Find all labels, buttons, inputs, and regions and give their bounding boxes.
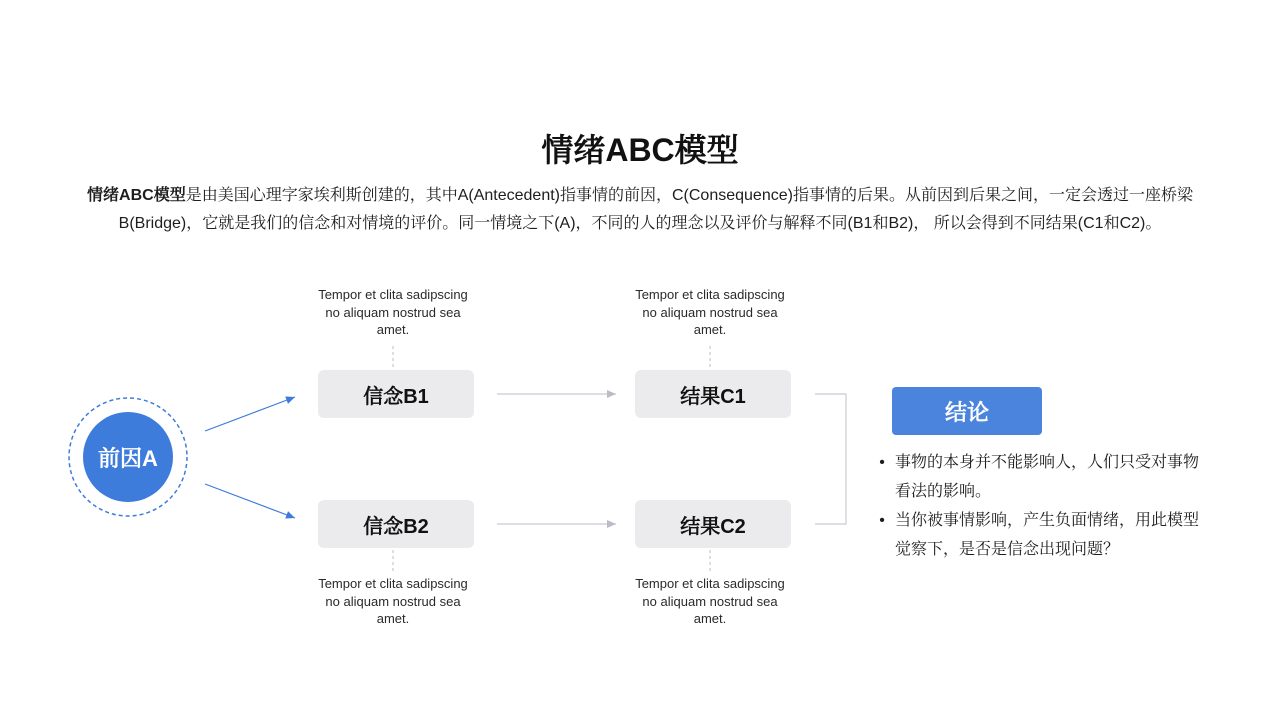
caption-line: Tempor et clita sadipscing (635, 576, 785, 591)
results-bracket (815, 394, 846, 524)
caption-line: no aliquam nostrud sea (325, 304, 461, 320)
caption-line: amet. (693, 322, 727, 337)
node-belief-b1: 信念B1 (318, 370, 474, 418)
conclusion-title: 结论 (892, 387, 1042, 435)
caption-line: no aliquam nostrud sea (642, 304, 778, 320)
caption-line: amet. (376, 611, 410, 626)
caption-line: no aliquam nostrud sea (642, 593, 778, 609)
caption-line: amet. (693, 611, 727, 626)
caption-line: Tempor et clita sadipscing (635, 287, 785, 302)
arrow-a-to-b1 (205, 397, 295, 431)
caption-c2 (610, 575, 810, 628)
antecedent-label: 前因A (98, 445, 158, 471)
intro-bold-term: 情绪ABC模型 (87, 187, 186, 204)
caption-c1 (610, 286, 810, 339)
conclusion-point-text: 事物的本身并不能影响人，人们只受对事物看法的影响。 (895, 454, 1200, 500)
node-result-c1: 结果C1 (635, 370, 791, 418)
caption-b2 (293, 575, 493, 628)
conclusion-point-text: 当你被事情影响，产生负面情绪，用此模型觉察下，是否是信念出现问题？ (895, 512, 1200, 558)
conclusion-point (876, 448, 1208, 506)
intro-line-2: B(Bridge)，它就是我们的信念和对情境的评价。同一情境之下(A)，不同的人的理念以及评价与解释不同(B1和B2)， 所以会得到不同结果(C1和C2)。 (118, 215, 1162, 232)
intro-line-1-text: 是由美国心理字家埃利斯创建的，其中A(Antecedent)指事情的前因，C(Consequence)指事情的后果。从前因到后果之间，一定会透过一座桥梁 (185, 187, 1193, 204)
node-result-c2: 结果C2 (635, 500, 791, 548)
arrow-a-to-b2 (205, 484, 295, 518)
page-title: 情绪ABC模型 (541, 132, 739, 168)
conclusion-point (876, 506, 1208, 564)
caption-line: Tempor et clita sadipscing (318, 287, 468, 302)
caption-b1 (293, 286, 493, 339)
conclusion-points (876, 448, 1208, 564)
caption-line: no aliquam nostrud sea (325, 593, 461, 609)
caption-line: amet. (376, 322, 410, 337)
node-belief-b2: 信念B2 (318, 500, 474, 548)
caption-line: Tempor et clita sadipscing (318, 576, 468, 591)
bullet-icon (876, 448, 888, 477)
bullet-icon (876, 506, 888, 535)
